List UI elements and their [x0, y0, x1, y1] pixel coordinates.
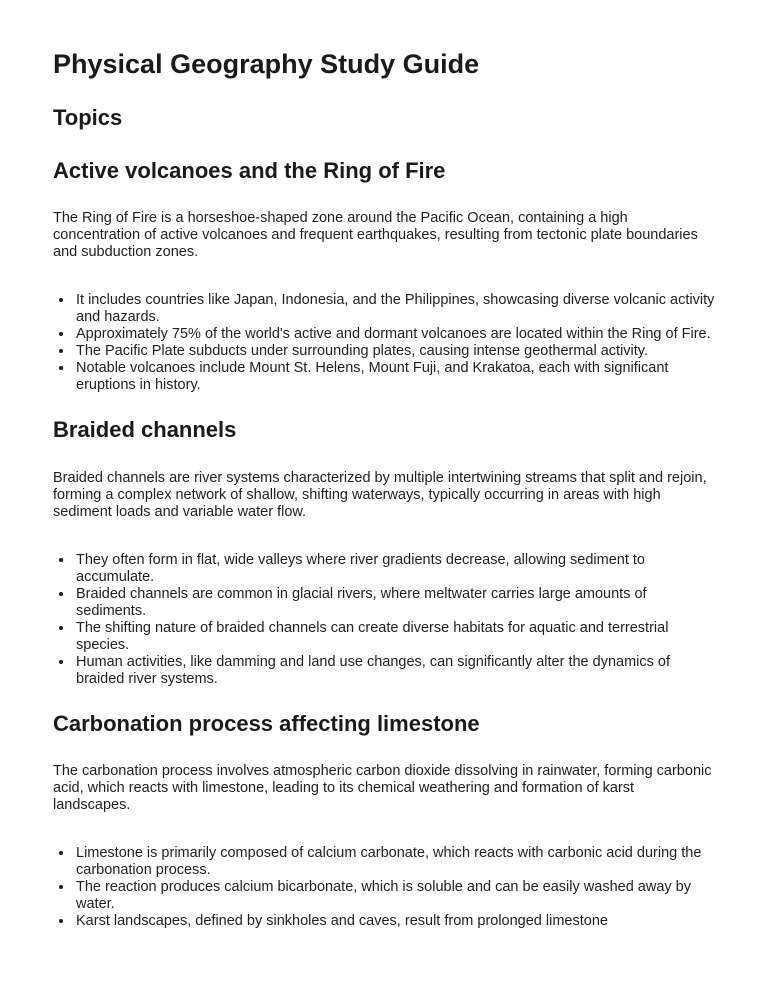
bullet-item: • Karst landscapes, defined by sinkholes and caves, result from prolonged limestone	[74, 913, 715, 930]
section-heading: Carbonation process affecting limestone	[53, 710, 480, 736]
section-summary: Braided channels are river systems characterized by multiple intertwining streams that split and rejoin, forming a complex network of shallow, shifting waterways, typically occurring in areas with high sediment loads and variable water flow.	[53, 469, 707, 520]
section-carbonation-limestone	[53, 711, 715, 930]
bullet-item: • Braided channels are common in glacial rivers, where meltwater carries large amounts of sediments.	[74, 586, 715, 620]
bullet-item: • The shifting nature of braided channels can create diverse habitats for aquatic and terrestrial species.	[74, 620, 715, 654]
bullet-item: • The reaction produces calcium bicarbonate, which is soluble and can be easily washed away by water.	[74, 879, 715, 913]
section-summary: The carbonation process involves atmospheric carbon dioxide dissolving in rainwater, forming carbonic acid, which reacts with limestone, leading to its chemical weathering and formation of karst landscapes.	[53, 762, 712, 813]
section-heading: Active volcanoes and the Ring of Fire	[53, 157, 446, 183]
topics-heading: Topics	[53, 105, 123, 131]
page-title: Physical Geography Study Guide	[53, 49, 480, 79]
bullet-item: • It includes countries like Japan, Indonesia, and the Philippines, showcasing diverse volcanic activity and hazards.	[74, 292, 715, 326]
bullet-item: • Notable volcanoes include Mount St. Helens, Mount Fuji, and Krakatoa, each with significant eruptions in history.	[74, 360, 715, 394]
section-bullet-list	[53, 292, 715, 394]
bullet-item: • Approximately 75% of the world's active and dormant volcanoes are located within the Ring of Fire.	[74, 326, 715, 343]
bullet-item: • Human activities, like damming and land use changes, can significantly alter the dynamics of braided river systems.	[74, 654, 715, 688]
section-active-volcanoes	[53, 158, 715, 394]
bullet-item: • The Pacific Plate subducts under surrounding plates, causing intense geothermal activity.	[74, 343, 715, 360]
section-summary: The Ring of Fire is a horseshoe-shaped zone around the Pacific Ocean, containing a high concentration of active volcanoes and frequent earthquakes, resulting from tectonic plate boundaries and subduction zones.	[53, 210, 698, 261]
bullet-item: • They often form in flat, wide valleys where river gradients decrease, allowing sediment to accumulate.	[74, 552, 715, 586]
section-braided-channels	[53, 417, 715, 687]
section-bullet-list	[53, 845, 715, 930]
section-heading: Braided channels	[53, 417, 237, 443]
section-bullet-list	[53, 552, 715, 688]
bullet-item: • Limestone is primarily composed of calcium carbonate, which reacts with carbonic acid during the carbonation process.	[74, 845, 715, 879]
